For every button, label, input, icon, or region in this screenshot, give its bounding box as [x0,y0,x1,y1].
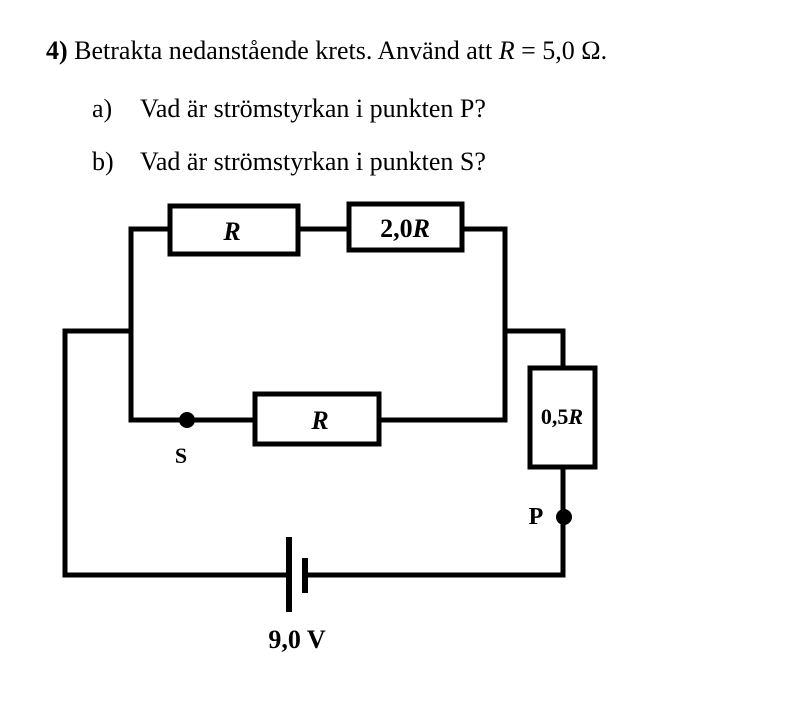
wire-right-to-resistor [505,331,563,366]
resistor-right-label: 0,5R [540,404,584,429]
battery-voltage-label: 9,0 V [268,625,326,654]
point-s-label: S [174,443,188,468]
question-text-end: = 5,0 Ω. [514,36,608,65]
resistor-top-right-label: 2,0R [380,214,430,243]
subquestion-b-letter: b) [92,147,114,176]
subquestion-a-text: Vad är strömstyrkan i punkten P? [140,94,486,123]
wire-top-right [381,229,505,420]
resistor-top-left-label: R [223,217,241,246]
point-p-dot [556,509,572,525]
point-p-label: P [528,504,544,530]
wire-right-bottom [305,469,563,575]
question-text-start: Betrakta nedanstående krets. Använd att [67,36,499,65]
wire-top-left [131,229,188,420]
resistor-middle-label: R [311,406,329,435]
subquestion-b-text: Vad är strömstyrkan i punkten S? [140,147,486,176]
question-variable-r: R [498,36,515,65]
point-s-dot [179,412,195,428]
subquestion-a-letter: a) [92,94,113,123]
question-number: 4) [46,36,68,65]
